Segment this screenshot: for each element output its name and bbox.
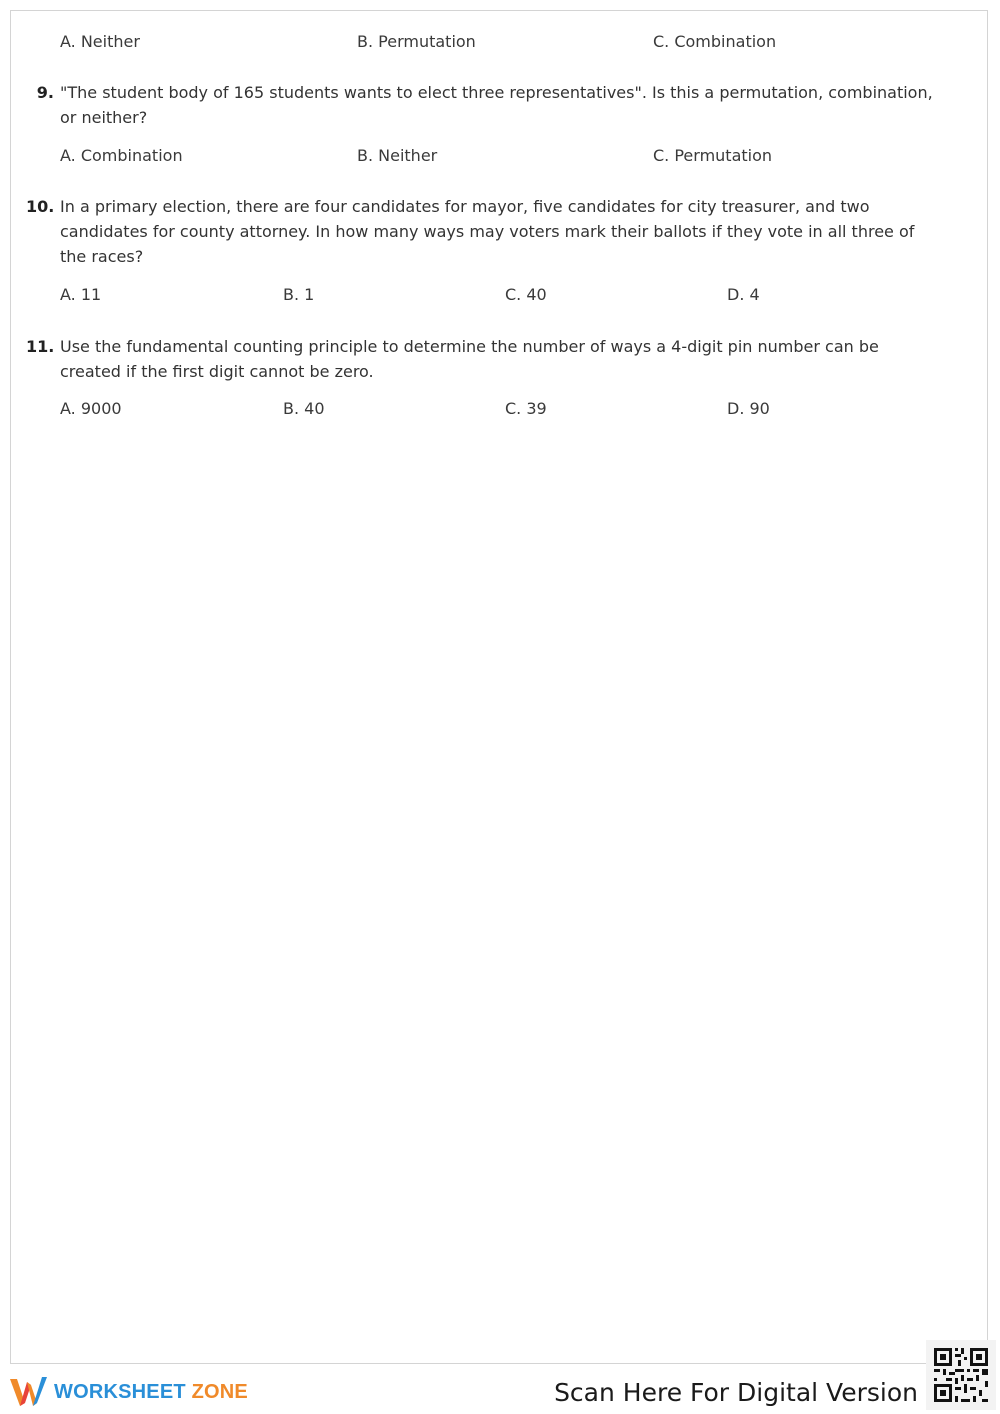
option-b[interactable]: B. Permutation	[357, 32, 476, 51]
option-b[interactable]: B. Neither	[357, 146, 438, 165]
question-number: 10.	[26, 197, 55, 216]
question-text	[60, 80, 935, 130]
brand-name	[54, 1381, 248, 1404]
option-a[interactable]: A. 9000	[60, 399, 122, 418]
question-line: candidates for county attorney. In how many ways may voters mark their ballots if they vote in all three of	[60, 222, 915, 241]
question-text	[60, 334, 935, 384]
option-d[interactable]: D. 90	[727, 399, 770, 418]
question-line: the races?	[60, 247, 144, 266]
question-line: In a primary election, there are four candidates for mayor, five candidates for city treasurer, and two	[60, 197, 870, 216]
question-line: Use the fundamental counting principle to determine the number of ways a 4-digit pin number can be	[60, 337, 879, 356]
question-line: or neither?	[60, 108, 148, 127]
option-a[interactable]: A. 11	[60, 285, 102, 304]
option-c[interactable]: C. Combination	[653, 32, 777, 51]
question-line: "The student body of 165 students wants to elect three representatives". Is this a permutation, combination,	[60, 83, 933, 102]
brand-name-part2: ZONE	[191, 1380, 248, 1403]
qr-code-icon[interactable]	[926, 1340, 996, 1410]
worksheetzone-logo-icon	[10, 1376, 50, 1408]
option-c[interactable]: C. 40	[505, 285, 547, 304]
question-number: 9.	[36, 83, 54, 102]
question-text	[60, 194, 935, 269]
option-a[interactable]: A. Neither	[60, 32, 140, 51]
q10-options	[0, 285, 1000, 309]
question-number: 11.	[26, 337, 55, 356]
option-d[interactable]: D. 4	[727, 285, 760, 304]
option-c[interactable]: C. 39	[505, 399, 547, 418]
scan-instruction: Scan Here For Digital Version	[554, 1378, 918, 1407]
q8-options	[0, 32, 1000, 56]
option-b[interactable]: B. 1	[283, 285, 315, 304]
option-a[interactable]: A. Combination	[60, 146, 183, 165]
option-b[interactable]: B. 40	[283, 399, 325, 418]
q9-options	[0, 146, 1000, 170]
brand-name-part1: WORKSHEET	[54, 1380, 186, 1403]
q11-options	[0, 399, 1000, 423]
brand-logo[interactable]	[10, 1376, 248, 1408]
option-c[interactable]: C. Permutation	[653, 146, 773, 165]
footer	[0, 1366, 1000, 1414]
question-line: created if the first digit cannot be zero.	[60, 362, 374, 381]
